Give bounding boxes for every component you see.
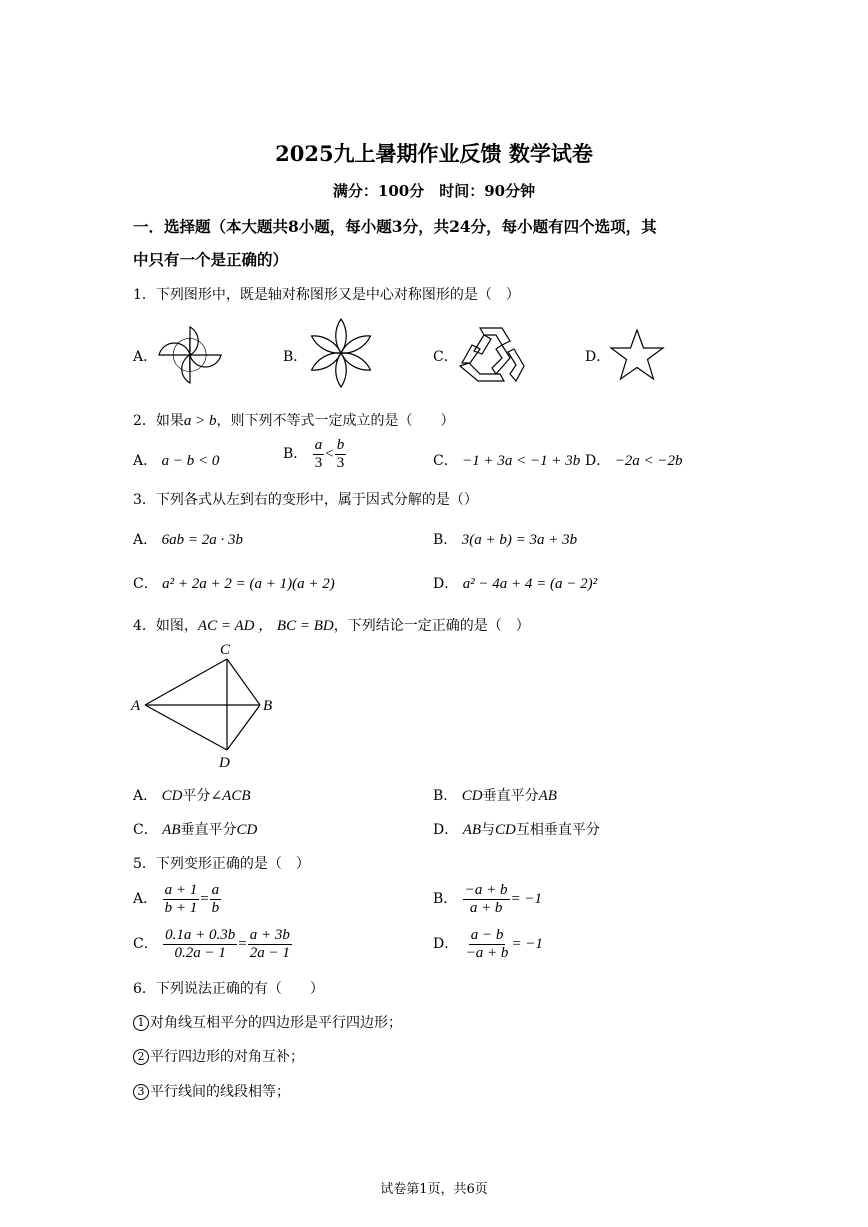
q2-option-c: C． −1 + 3a < −1 + 3b	[433, 453, 581, 469]
q5-option-c: C． $\frac{0.1a + 0.3b}{0.2a - 1}$ = $\frac{a + 3b}{2a - 1}$	[133, 927, 290, 961]
q6-stem: 6．下列说法正确的有（ ）	[133, 981, 324, 997]
q2-condition: a > b	[183, 413, 217, 429]
q5-option-d: D． $\frac{a - b}{-a + b}$ = −1	[433, 927, 543, 961]
point-b-label: B	[263, 698, 273, 714]
q5-option-b: B． $\frac{-a + b}{a + b}$ = −1	[433, 882, 542, 916]
flower-icon	[306, 318, 376, 388]
section-heading-line1: 一．选择题（本大题共8小题，每小题3分，共24分，每小题有四个选项，其	[133, 217, 657, 236]
q1-label-c: C．	[433, 349, 458, 365]
q4-option-b: B． CD垂直平分AB	[433, 788, 557, 804]
q4-condition: AC = AD ， BC = BD	[197, 618, 334, 634]
q3-option-b: B． 3(a + b) = 3a + 3b	[433, 532, 578, 548]
q5-option-a: A． $\frac{a + 1}{b + 1}$ = $\frac{a}{b}$	[133, 882, 220, 916]
exam-title: 2025九上暑期作业反馈 数学试卷	[275, 141, 593, 166]
q2-stem: 2．如果a > b，则下列不等式一定成立的是（ ）	[133, 413, 455, 429]
exam-subtitle: 满分：100分 时间：90分钟	[332, 182, 536, 200]
q1-label-b: B．	[283, 349, 308, 365]
q6-statement-2: 2 平行四边形的对角互补；	[133, 1046, 304, 1066]
q1-stem: 1．下列图形中，既是轴对称图形又是中心对称图形的是（ ）	[133, 287, 520, 303]
q6-statement-3: 3 平行线间的线段相等；	[133, 1081, 290, 1101]
q6-statement-1: 1 对角线互相平分的四边形是平行四边形；	[133, 1012, 402, 1032]
q4-stem: 4．如图，AC = AD ， BC = BD，下列结论一定正确的是（ ）	[133, 618, 530, 634]
q2-option-b: B． $\frac{a}{3}$ < $\frac{b}{3}$	[283, 437, 345, 471]
q3-stem: 3．下列各式从左到右的变形中，属于因式分解的是（）	[133, 492, 478, 508]
page-footer: 试卷第1页，共6页	[380, 1182, 488, 1197]
q4-option-d: D． AB与CD互相垂直平分	[433, 822, 600, 838]
star-icon	[608, 328, 666, 382]
recycle-triangle-icon	[458, 325, 526, 385]
q1-label-d: D．	[585, 349, 611, 365]
q2-option-d: D． −2a < −2b	[585, 453, 683, 469]
point-a-label: A	[131, 698, 141, 714]
q3-option-c: C． a² + 2a + 2 = (a + 1)(a + 2)	[133, 576, 335, 592]
q3-option-d: D． a² − 4a + 4 = (a − 2)²	[433, 576, 598, 592]
point-d-label: D	[219, 755, 230, 771]
q4-option-c: C． AB垂直平分CD	[133, 822, 258, 838]
q3-option-a: A． 6ab = 2a · 3b	[133, 532, 243, 548]
pinwheel-icon	[155, 323, 225, 387]
q4-option-a: A． CD平分∠ACB	[133, 788, 251, 804]
section-heading-line2: 中只有一个是正确的）	[133, 250, 289, 269]
q5-stem: 5．下列变形正确的是（ ）	[133, 856, 310, 872]
q2-option-a: A． a − b < 0	[133, 453, 220, 469]
q4-kite-figure	[128, 640, 278, 775]
point-c-label: C	[220, 642, 231, 658]
q1-label-a: A．	[133, 349, 158, 365]
